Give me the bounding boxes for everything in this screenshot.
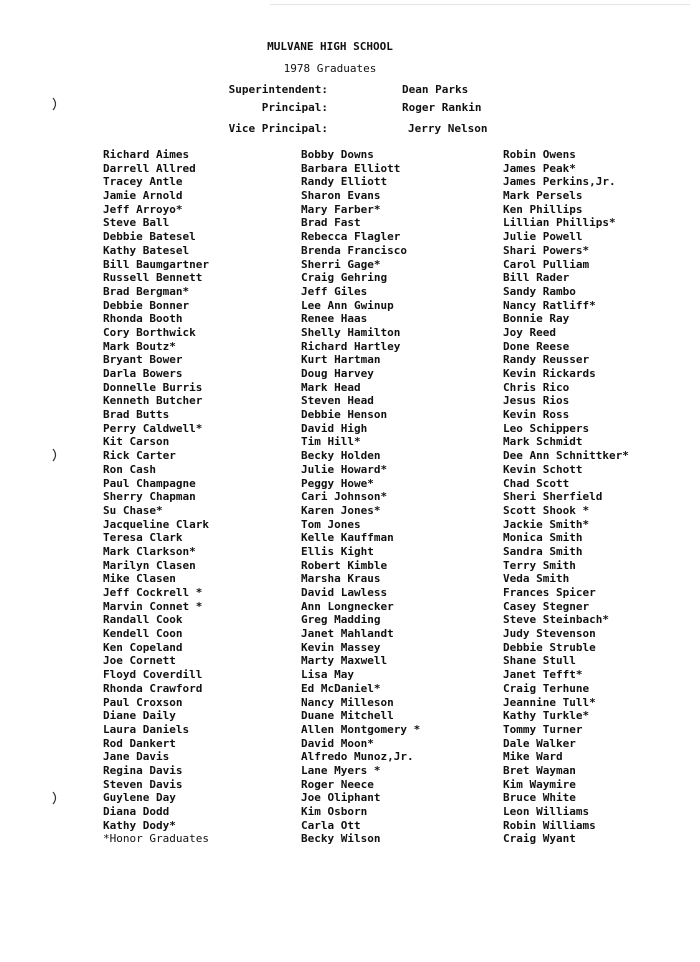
graduate-name: Richard Hartley bbox=[301, 339, 401, 353]
graduate-name: Ron Cash bbox=[103, 462, 156, 476]
graduate-name: Becky Holden bbox=[301, 449, 381, 463]
graduate-name: Craig Terhune bbox=[503, 681, 590, 695]
official-name: Roger Rankin bbox=[402, 101, 482, 114]
graduate-name: Renee Haas bbox=[301, 312, 368, 326]
graduate-name: Randy Elliott bbox=[301, 175, 388, 189]
graduate-name: Rick Carter bbox=[103, 449, 176, 463]
graduate-name: Marty Maxwell bbox=[301, 654, 388, 668]
graduate-name: Tommy Turner bbox=[503, 722, 583, 736]
graduate-name: Ken Phillips bbox=[503, 202, 583, 216]
graduate-name: Shelly Hamilton bbox=[301, 325, 401, 339]
graduate-name: Casey Stegner bbox=[503, 599, 590, 613]
graduate-name: Monica Smith bbox=[503, 531, 583, 545]
graduate-name: Janet Mahlandt bbox=[301, 627, 394, 641]
graduate-name: Lee Ann Gwinup bbox=[301, 298, 394, 312]
graduate-name: Mark Schmidt bbox=[503, 435, 583, 449]
graduate-name: Carla Ott bbox=[301, 818, 361, 832]
graduate-name: Judy Stevenson bbox=[503, 627, 596, 641]
honor-graduates-footnote: *Honor Graduates bbox=[103, 832, 209, 846]
graduate-name: Mike Ward bbox=[503, 750, 563, 764]
graduate-name: Joy Reed bbox=[503, 325, 556, 339]
graduate-name: Kim Waymire bbox=[503, 777, 576, 791]
graduate-name: Rhonda Booth bbox=[103, 312, 183, 326]
graduate-name: Jackie Smith* bbox=[503, 517, 590, 531]
graduate-name: Debbie Bonner bbox=[103, 298, 190, 312]
graduate-name: Ken Copeland bbox=[103, 640, 183, 654]
graduate-name: Kurt Hartman bbox=[301, 353, 381, 367]
graduate-name: Diana Dodd bbox=[103, 805, 170, 818]
names-column-1 bbox=[103, 148, 209, 846]
graduate-name: Brad Bergman* bbox=[103, 284, 190, 298]
graduate-name: Steve Steinbach* bbox=[503, 613, 609, 627]
graduate-name: Kendell Coon bbox=[103, 627, 183, 641]
graduate-name: Kim Osborn bbox=[301, 805, 368, 818]
binder-hole-mark bbox=[50, 447, 60, 461]
graduate-name: Darla Bowers bbox=[103, 367, 183, 380]
graduate-name: Teresa Clark bbox=[103, 531, 183, 545]
official-row bbox=[0, 122, 700, 138]
graduate-name: Russell Bennett bbox=[103, 271, 203, 285]
graduate-name: Craig Gehring bbox=[301, 271, 388, 285]
official-role: Vice Principal: bbox=[228, 122, 328, 135]
graduate-name: Guylene Day bbox=[103, 791, 176, 805]
official-role: Superintendent: bbox=[228, 83, 328, 96]
graduate-name: Floyd Coverdill bbox=[103, 668, 203, 682]
graduate-name: Richard Aimes bbox=[103, 148, 190, 161]
graduate-name: Sherri Gage* bbox=[301, 257, 381, 271]
graduate-name: Bryant Bower bbox=[103, 353, 183, 367]
graduate-name: Kelle Kauffman bbox=[301, 531, 394, 545]
graduate-name: Mark Persels bbox=[503, 189, 583, 203]
graduate-name: Jesus Rios bbox=[503, 394, 570, 408]
graduate-name: Sandra Smith bbox=[503, 544, 583, 558]
graduate-name: Debbie Henson bbox=[301, 408, 388, 422]
graduate-name: Leo Schippers bbox=[503, 421, 590, 435]
graduate-name: Lillian Phillips* bbox=[503, 216, 616, 230]
graduate-name: Tom Jones bbox=[301, 517, 361, 531]
official-row bbox=[0, 101, 700, 117]
graduate-name: Marvin Connet * bbox=[103, 599, 203, 613]
graduate-name: James Perkins,Jr. bbox=[503, 175, 616, 189]
graduate-name: Allen Montgomery * bbox=[301, 722, 421, 736]
graduate-name: Bonnie Ray bbox=[503, 312, 570, 326]
graduate-name: Steve Ball bbox=[103, 216, 170, 230]
graduate-name: Kenneth Butcher bbox=[103, 394, 203, 408]
graduate-name: Craig Wyant bbox=[503, 832, 576, 846]
graduate-name: Shari Powers* bbox=[503, 243, 590, 257]
official-role: Principal: bbox=[261, 101, 328, 114]
graduate-name: David Lawless bbox=[301, 586, 388, 599]
graduate-name: Perry Caldwell* bbox=[103, 421, 203, 435]
graduate-name: Dee Ann Schnittker* bbox=[503, 449, 629, 463]
graduate-name: Ann Longnecker bbox=[301, 599, 394, 613]
names-column-2 bbox=[301, 148, 420, 846]
graduate-name: Jeff Giles bbox=[301, 284, 368, 298]
graduate-name: Julie Powell bbox=[503, 230, 583, 244]
graduate-name: Bret Wayman bbox=[503, 763, 576, 777]
graduate-name: Sheri Sherfield bbox=[503, 490, 603, 504]
graduate-name: Julie Howard* bbox=[301, 462, 388, 476]
graduate-name: Sherry Chapman bbox=[103, 490, 196, 504]
graduate-name: Joe Oliphant bbox=[301, 791, 381, 805]
graduate-name: David Moon* bbox=[301, 736, 374, 750]
graduate-name: Debbie Struble bbox=[503, 640, 596, 654]
binder-hole-mark bbox=[50, 96, 60, 110]
graduate-name: Randy Reusser bbox=[503, 353, 590, 367]
graduate-name: Ellis Kight bbox=[301, 544, 374, 558]
graduate-name: Paul Croxson bbox=[103, 695, 183, 709]
graduate-name: Ed McDaniel* bbox=[301, 681, 381, 695]
graduate-name: Robin Owens bbox=[503, 148, 576, 161]
graduate-name: Peggy Howe* bbox=[301, 476, 374, 490]
graduate-name: Chad Scott bbox=[503, 476, 570, 490]
graduate-name: Tracey Antle bbox=[103, 175, 183, 189]
graduate-name: Greg Madding bbox=[301, 613, 381, 627]
graduate-name: Kathy Turkle* bbox=[503, 709, 590, 723]
graduate-name: Lisa May bbox=[301, 668, 354, 682]
graduate-name: Scott Shook * bbox=[503, 503, 590, 517]
graduate-name: Carol Pulliam bbox=[503, 257, 590, 271]
graduate-name: Barbara Elliott bbox=[301, 161, 401, 175]
graduate-name: Shane Stull bbox=[503, 654, 576, 668]
graduate-name: Donnelle Burris bbox=[103, 380, 203, 394]
graduate-name: Dale Walker bbox=[503, 736, 576, 750]
graduate-name: Brad Fast bbox=[301, 216, 361, 230]
graduate-name: Terry Smith bbox=[503, 558, 576, 572]
graduate-name: Laura Daniels bbox=[103, 722, 190, 736]
graduate-name: Kit Carson bbox=[103, 435, 170, 449]
graduate-name: Marilyn Clasen bbox=[103, 558, 196, 572]
graduate-name: Lane Myers * bbox=[301, 763, 381, 777]
graduate-name: Mark Clarkson* bbox=[103, 544, 196, 558]
graduate-name: Randall Cook bbox=[103, 613, 183, 627]
graduate-name: Becky Wilson bbox=[301, 832, 381, 846]
graduate-name: Done Reese bbox=[503, 339, 570, 353]
graduate-name: Mark Head bbox=[301, 380, 361, 394]
graduate-name: David High bbox=[301, 421, 368, 435]
scan-edge-line bbox=[270, 4, 690, 5]
graduate-name: Robert Kimble bbox=[301, 558, 388, 572]
graduate-name: Sharon Evans bbox=[301, 189, 381, 203]
graduate-name: Jeannine Tull* bbox=[503, 695, 596, 709]
official-name: Jerry Nelson bbox=[408, 122, 488, 135]
graduate-name: Rod Dankert bbox=[103, 736, 176, 750]
graduate-name: Brenda Francisco bbox=[301, 243, 407, 257]
graduate-name: Kevin Ross bbox=[503, 408, 570, 422]
graduate-name: Roger Neece bbox=[301, 777, 374, 791]
graduate-name: Cory Borthwick bbox=[103, 325, 196, 339]
graduate-name: Darrell Allred bbox=[103, 161, 196, 175]
graduate-name: Bobby Downs bbox=[301, 148, 374, 161]
graduate-name: Diane Daily bbox=[103, 709, 176, 723]
school-title: MULVANE HIGH SCHOOL bbox=[267, 40, 393, 53]
graduate-name: Jeff Arroyo* bbox=[103, 202, 183, 216]
graduate-name: Debbie Batesel bbox=[103, 230, 196, 244]
graduate-name: Regina Davis bbox=[103, 763, 183, 777]
graduate-name: Sandy Rambo bbox=[503, 284, 576, 298]
graduate-name: Mark Boutz* bbox=[103, 339, 176, 353]
graduate-name: Su Chase* bbox=[103, 503, 163, 517]
graduate-name: Kevin Massey bbox=[301, 640, 381, 654]
graduate-name: Jane Davis bbox=[103, 750, 170, 764]
graduate-name: James Peak* bbox=[503, 161, 576, 175]
graduates-year: 1978 Graduates bbox=[283, 62, 377, 75]
graduate-name: Jacqueline Clark bbox=[103, 517, 209, 531]
graduate-name: Karen Jones* bbox=[301, 503, 381, 517]
graduate-name: Mike Clasen bbox=[103, 572, 176, 586]
graduate-name: Nancy Ratliff* bbox=[503, 298, 596, 312]
official-row bbox=[0, 83, 700, 99]
graduate-name: Bruce White bbox=[503, 791, 576, 805]
binder-hole-mark bbox=[50, 790, 60, 804]
graduate-name: Bill Rader bbox=[503, 271, 570, 285]
graduate-name: Cari Johnson* bbox=[301, 490, 388, 504]
graduate-name: Leon Williams bbox=[503, 805, 590, 818]
graduate-name: Paul Champagne bbox=[103, 476, 196, 490]
graduate-name: Marsha Kraus bbox=[301, 572, 381, 586]
names-column-3 bbox=[503, 148, 629, 846]
graduate-name: Mary Farber* bbox=[301, 202, 381, 216]
graduate-name: Jeff Cockrell * bbox=[103, 586, 203, 599]
graduate-name: Tim Hill* bbox=[301, 435, 361, 449]
graduate-name: Kathy Dody* bbox=[103, 818, 176, 832]
graduate-name: Chris Rico bbox=[503, 380, 570, 394]
graduate-name: Nancy Milleson bbox=[301, 695, 394, 709]
graduate-name: Rebecca Flagler bbox=[301, 230, 401, 244]
graduate-name: Robin Williams bbox=[503, 818, 596, 832]
graduate-name: Rhonda Crawford bbox=[103, 681, 203, 695]
graduate-name: Veda Smith bbox=[503, 572, 570, 586]
graduate-name: Jamie Arnold bbox=[103, 189, 183, 203]
graduate-name: Doug Harvey bbox=[301, 367, 374, 380]
graduate-name: Alfredo Munoz,Jr. bbox=[301, 750, 414, 764]
graduate-name: Steven Head bbox=[301, 394, 374, 408]
graduate-name: Brad Butts bbox=[103, 408, 170, 422]
graduate-name: Joe Cornett bbox=[103, 654, 176, 668]
graduate-name: Steven Davis bbox=[103, 777, 183, 791]
graduate-name: Kevin Schott bbox=[503, 462, 583, 476]
graduate-name: Kathy Batesel bbox=[103, 243, 190, 257]
graduate-name: Bill Baumgartner bbox=[103, 257, 209, 271]
graduate-name: Kevin Rickards bbox=[503, 367, 596, 380]
graduate-name: Duane Mitchell bbox=[301, 709, 394, 723]
graduate-name: Frances Spicer bbox=[503, 586, 596, 599]
graduate-name: Janet Tefft* bbox=[503, 668, 583, 682]
official-name: Dean Parks bbox=[402, 83, 469, 96]
